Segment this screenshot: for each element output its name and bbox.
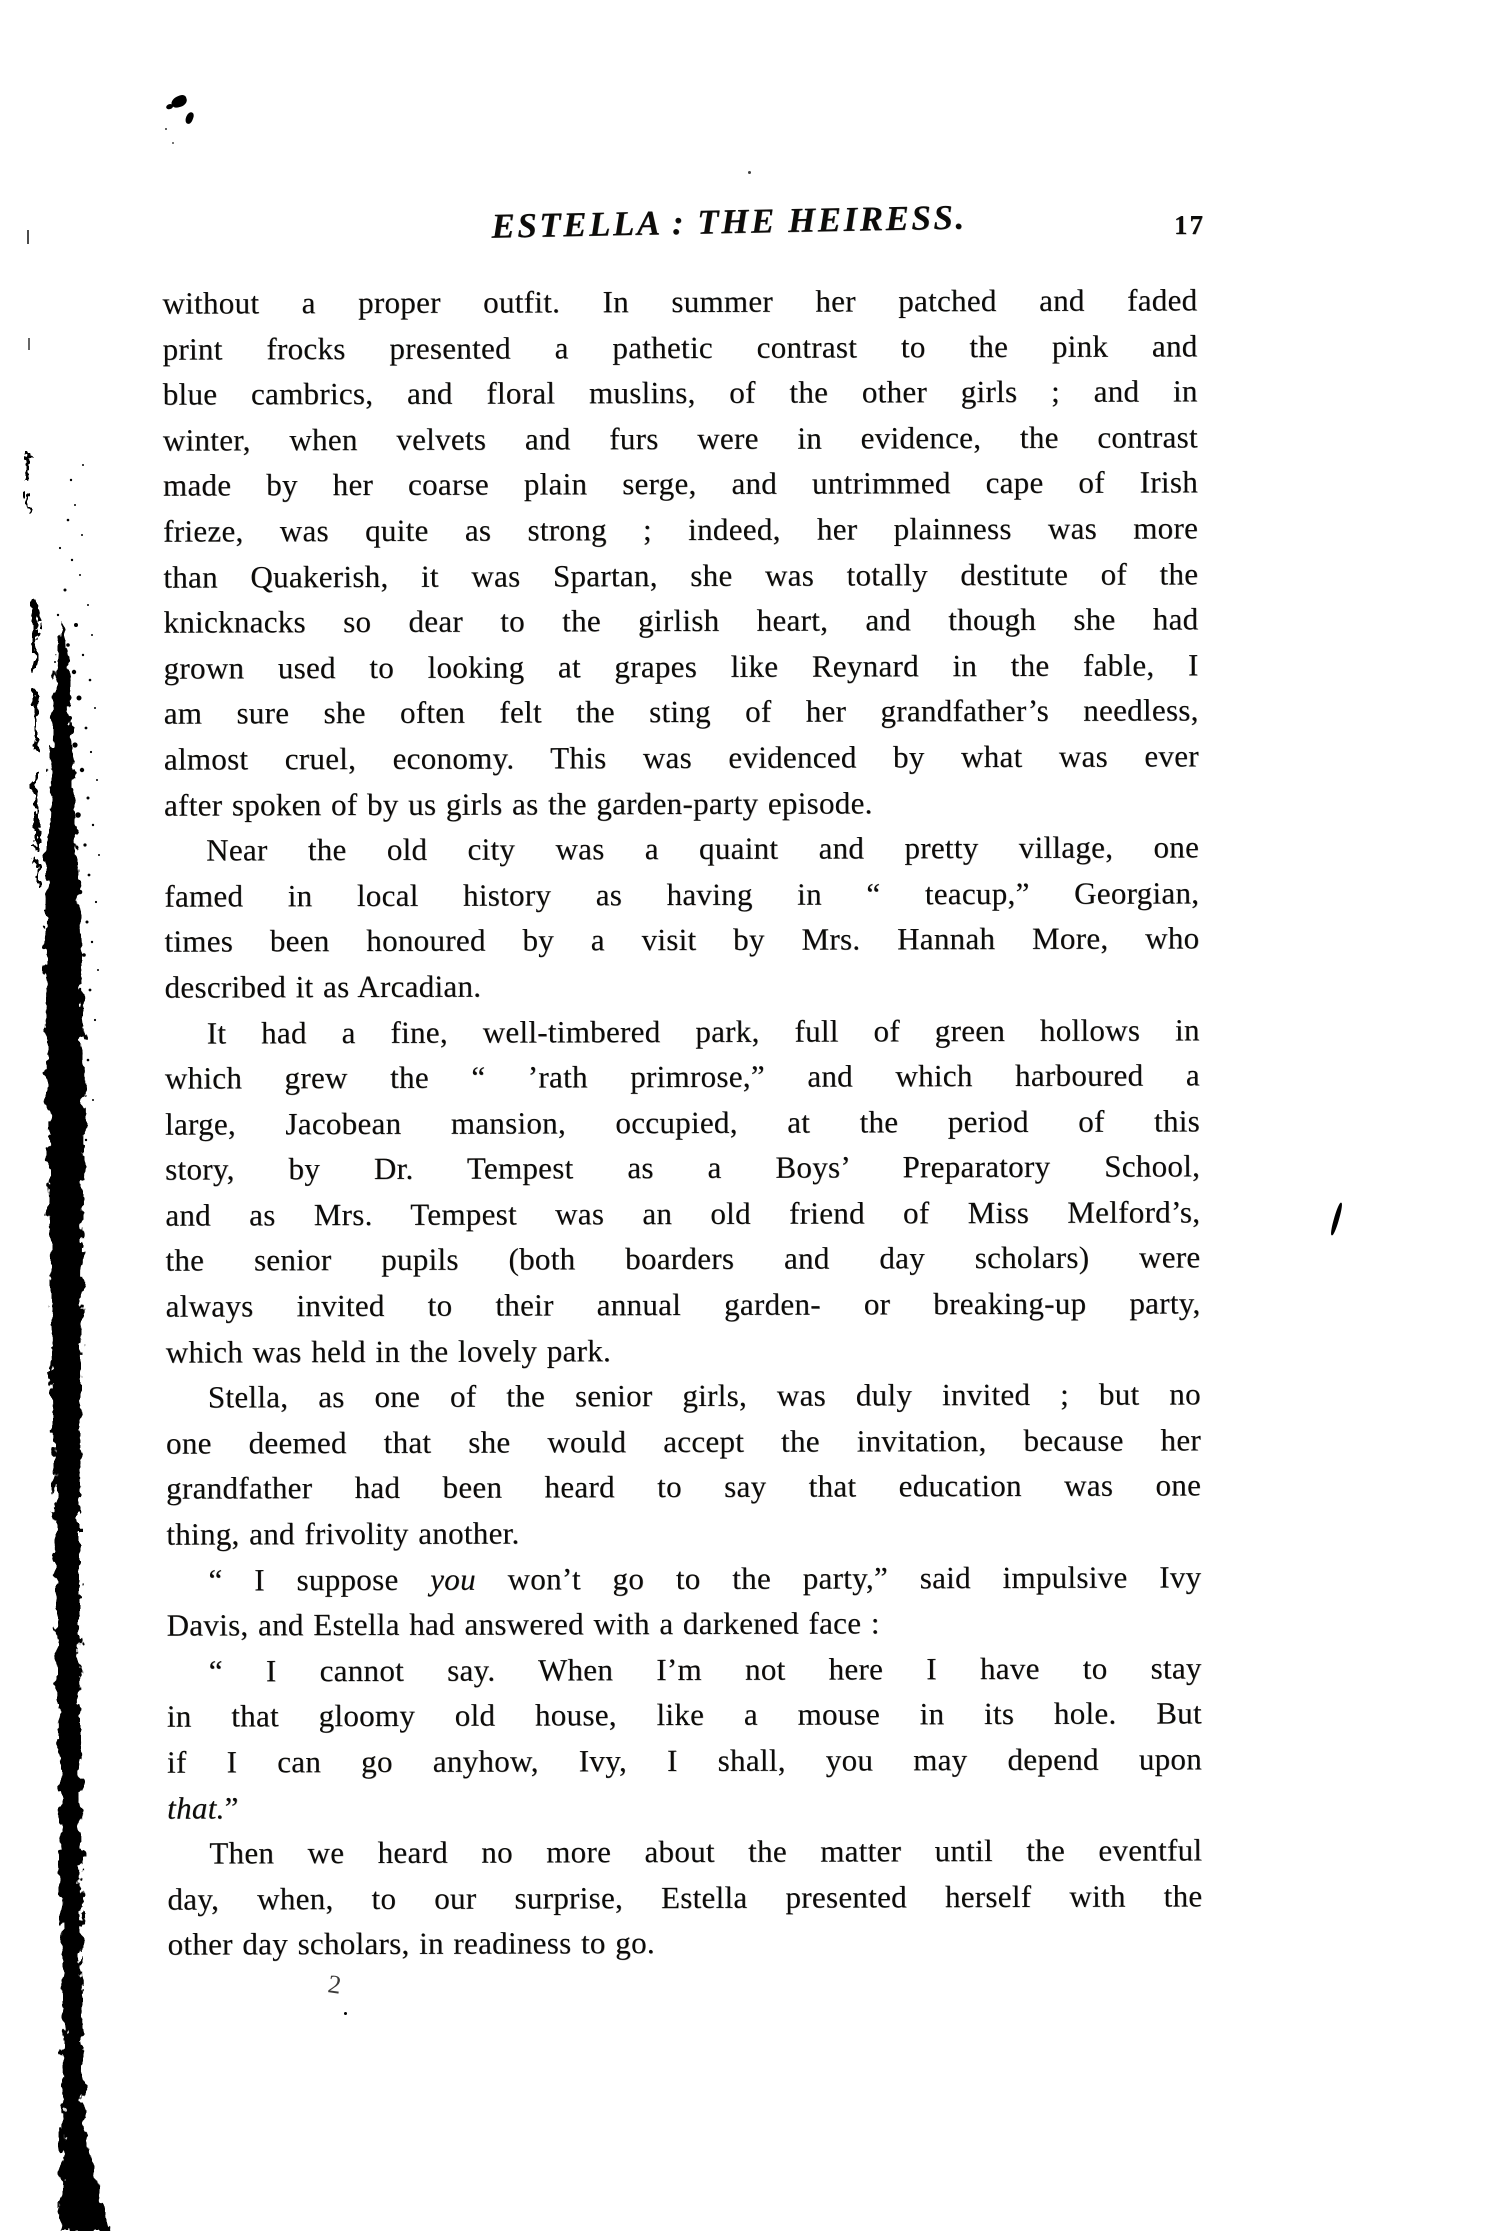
text-line: the senior pupils (both boarders and day scholars) were (165, 1239, 1201, 1279)
text-line: grown used to looking at grapes like Reynard in the fable, I (163, 647, 1199, 686)
text-line: am sure she often felt the sting of her grandfather’s needless, (163, 692, 1199, 731)
paragraph (165, 1007, 1201, 1375)
margin-tick-artifact (27, 230, 29, 244)
text-line: day, when, to our surprise, Estella presented herself with the (167, 1878, 1203, 1917)
text-line: other day scholars, in readiness to go. (167, 1925, 655, 1962)
text-line: story, by Dr. Tempest as a Boys’ Preparatory School, (165, 1148, 1201, 1187)
text-line: large, Jacobean mansion, occupied, at the period of this (164, 1103, 1201, 1142)
ink-blot-artifact (184, 111, 195, 125)
text-line: described it as Arcadian. (164, 968, 482, 1005)
binding-smudge-artifact (0, 450, 140, 2231)
paragraph (164, 825, 1200, 1011)
text-line: times been honoured by a visit by Mrs. Hannah More, who (164, 920, 1200, 959)
text-line: “ I cannot say. When I’m not here I have to stay (208, 1650, 1202, 1689)
text-line: without a proper outfit. In summer her patched and faded (162, 282, 1198, 321)
text-line: if I can go anyhow, Ivy, I shall, you may depend upon (166, 1741, 1203, 1780)
text-line: and as Mrs. Tempest was an old friend of Miss Melford’s, (165, 1194, 1201, 1233)
text-line: grandfather had been heard to say that education was one (166, 1467, 1202, 1507)
paragraph (166, 1372, 1202, 1558)
text-line: Davis, and Estella had answered with a darkened face : (166, 1605, 880, 1643)
signature-mark: 2 (326, 1969, 344, 2000)
margin-tick-artifact (28, 338, 30, 350)
paragraph (167, 1828, 1202, 1968)
ink-speck-artifact (748, 171, 751, 174)
text-line: after spoken of by us girls as the garden-party episode. (163, 784, 873, 823)
text-line: thing, and frivolity another. (166, 1515, 520, 1552)
text-line: made by her coarse plain serge, and untrimmed cape of Irish (162, 464, 1199, 504)
text-line: knicknacks so dear to the girlish heart, and though she had (163, 601, 1199, 640)
text-line: blue cambrics, and floral muslins, of the other girls ; and in (162, 373, 1198, 412)
text-line: famed in local history as having in “ teacup,” Georgian, (164, 875, 1200, 914)
text-line: one deemed that she would accept the invitation, because her (165, 1422, 1202, 1461)
text-line: “ I suppose you won’t go to the party,” said impulsive Ivy (208, 1558, 1202, 1598)
ink-speck-artifact (172, 142, 174, 144)
page-header (165, 197, 1205, 251)
text-line: Near the old city was a quaint and pretty village, one (206, 829, 1200, 868)
text-line: which grew the “ ’rath primrose,” and which harboured a (164, 1057, 1200, 1096)
text-line: almost cruel, economy. This was evidenced by what was ever (163, 738, 1199, 777)
paragraph (167, 1645, 1203, 1831)
text-line: in that gloomy old house, like a mouse in its hole. But (166, 1695, 1202, 1735)
page-title: ESTELLA : THE HEIRESS. (491, 197, 967, 246)
pen-mark-artifact (1329, 1202, 1343, 1236)
ink-speck-artifact (344, 2012, 347, 2015)
text-line: Stella, as one of the senior girls, was duly invited ; but no (207, 1376, 1201, 1415)
text-line: Then we heard no more about the matter until the eventful (209, 1832, 1203, 1871)
text-line: always invited to their annual garden- or breaking-up party, (165, 1285, 1201, 1324)
paragraph (166, 1554, 1201, 1648)
text-line: winter, when velvets and furs were in evidence, the contrast (162, 419, 1198, 458)
text-line: print frocks presented a pathetic contrast to the pink and (162, 327, 1198, 367)
text-line: which was held in the lovely park. (165, 1332, 612, 1370)
text-line: It had a fine, well-timbered park, full of green hollows in (206, 1011, 1200, 1050)
text-line: that.” (167, 1789, 239, 1826)
ink-speck-artifact (165, 128, 167, 130)
body-text (162, 277, 1202, 1967)
page-number: 17 (1174, 210, 1205, 240)
text-line: than Quakerish, it was Spartan, she was totally destitute of the (163, 555, 1199, 595)
ink-blot-artifact (170, 94, 189, 109)
paragraph (162, 277, 1199, 827)
text-line: frieze, was quite as strong ; indeed, her plainness was more (163, 510, 1199, 549)
